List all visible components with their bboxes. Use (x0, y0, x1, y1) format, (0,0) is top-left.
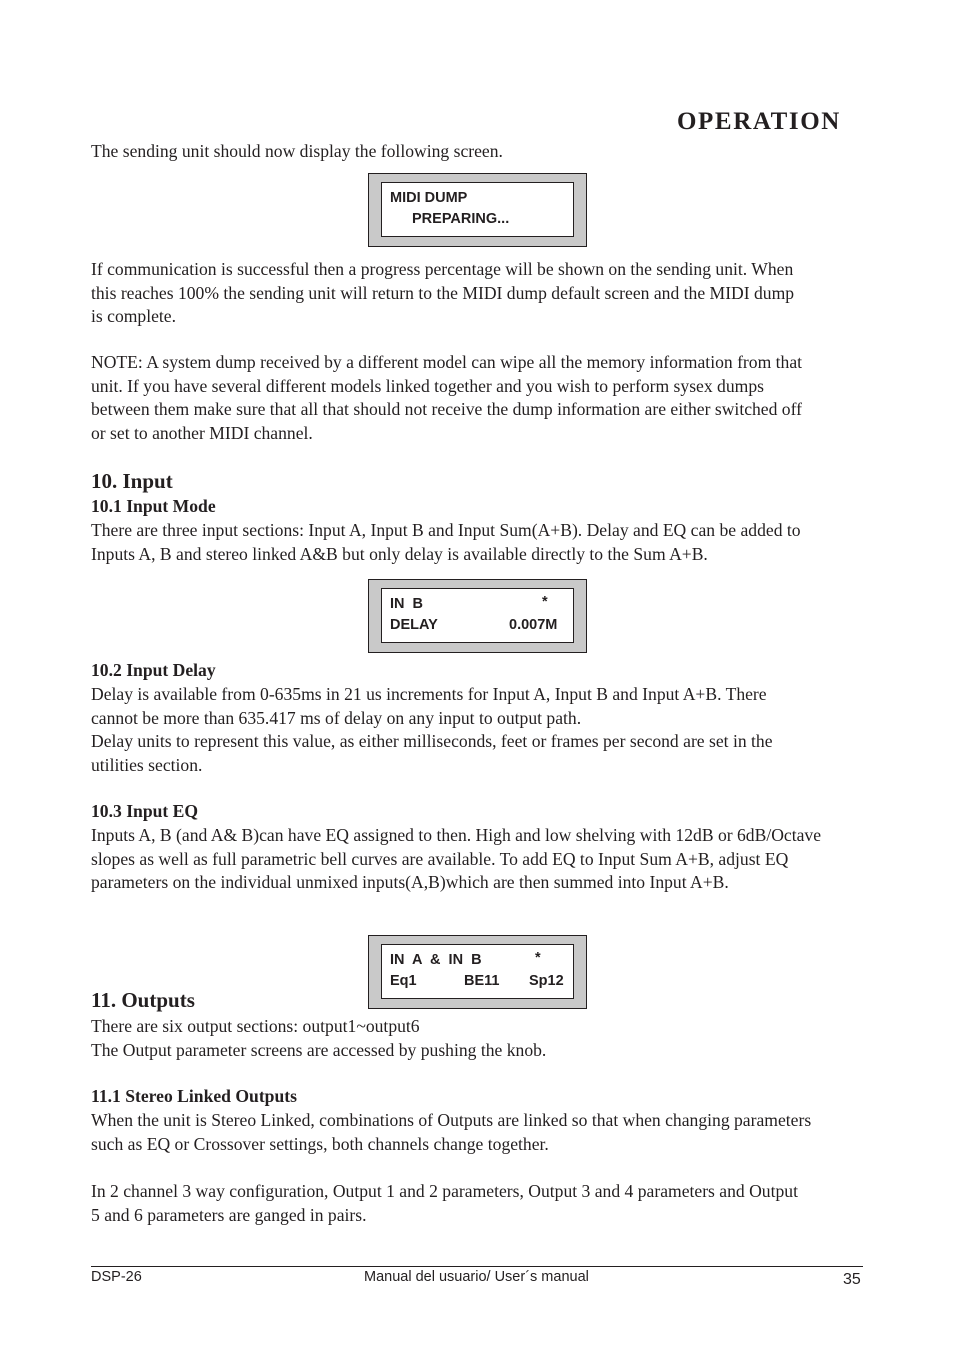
lcd-line-2-left: Eq1 (390, 973, 417, 989)
lcd-line-1-left: IN A & IN B (390, 952, 482, 968)
subsection-title-stereo-linked: 11.1 Stereo Linked Outputs (91, 1086, 297, 1106)
text-line: cannot be more than 635.417 ms of delay on any input to output path. (91, 707, 582, 728)
text-line: NOTE: A system dump received by a different model can wipe all the memory information from that (91, 352, 803, 372)
text-line: 5 and 6 parameters are ganged in pairs. (91, 1204, 367, 1225)
text-line: Delay is available from 0-635ms in 21 us increments for Input A, Input B and Input A+B. There (91, 684, 767, 704)
text-line: When the unit is Stereo Linked, combinations of Outputs are linked so that when changing parameters (91, 1110, 812, 1130)
text-line: such as EQ or Crossover settings, both channels change together. (91, 1133, 549, 1154)
subsection-title-input-mode: 10.1 Input Mode (91, 496, 216, 516)
subsection-title-input-delay: 10.2 Input Delay (91, 660, 216, 680)
page-heading: OPERATION (677, 108, 841, 135)
lcd-screen (381, 944, 574, 999)
intro-text: The sending unit should now display the following screen. (91, 141, 503, 161)
paragraph-communication (91, 258, 794, 329)
text-line: this reaches 100% the sending unit will return to the MIDI dump default screen and the MIDI dump (91, 282, 795, 303)
text-line: There are six output sections: output1~output6 (91, 1016, 420, 1036)
lcd-line-2-right: Sp12 (529, 973, 564, 989)
lcd-line-1-marker: * (535, 950, 541, 966)
lcd-line-2-left: DELAY (390, 617, 438, 633)
text-line: There are three input sections: Input A, Input B and Input Sum(A+B). Delay and EQ can be added to (91, 520, 801, 540)
paragraph-outputs (91, 1015, 546, 1062)
text-line: If communication is successful then a progress percentage will be shown on the sending unit. When (91, 259, 794, 279)
lcd-line-1-left: IN B (390, 596, 424, 612)
footer-rule (91, 1266, 863, 1267)
text-line: unit. If you have several different models linked together and you wish to perform sysex dumps (91, 375, 764, 396)
paragraph-input-delay (91, 683, 773, 777)
section-title-outputs: 11. Outputs (91, 988, 195, 1012)
text-line: between them make sure that all that should not receive the dump information are either switched off (91, 399, 803, 419)
paragraph-stereo-linked (91, 1109, 811, 1156)
paragraph-note (91, 351, 802, 445)
lcd-line-2-middle: BE11 (464, 973, 500, 989)
section-title-input: 10. Input (91, 469, 173, 493)
lcd-screen (381, 182, 574, 237)
lcd-display-midi-dump (368, 173, 587, 247)
lcd-line-2-value: 0.007M (509, 617, 558, 633)
text-line: Delay units to represent this value, as either milliseconds, feet or frames per second are set in the (91, 731, 773, 751)
text-line: slopes as well as full parametric bell curves are available. To add EQ to Input Sum A+B, adjust EQ (91, 848, 789, 869)
footer-manual-title: Manual del usuario/ User´s manual (364, 1269, 589, 1285)
lcd-display-input-b-delay (368, 579, 587, 653)
text-line: Inputs A, B (and A& B)can have EQ assigned to then. High and low shelving with 12dB or 6dB/Octave (91, 825, 822, 845)
lcd-line-1-marker: * (542, 594, 548, 610)
text-line: or set to another MIDI channel. (91, 422, 313, 443)
paragraph-channel-config (91, 1180, 798, 1227)
paragraph-input-mode (91, 519, 801, 566)
text-line: utilities section. (91, 754, 203, 775)
lcd-display-input-eq (368, 935, 587, 1009)
subsection-title-input-eq: 10.3 Input EQ (91, 801, 199, 821)
footer-page-number: 35 (843, 1271, 861, 1288)
lcd-screen (381, 588, 574, 643)
text-line: Inputs A, B and stereo linked A&B but only delay is available directly to the Sum A+B. (91, 543, 708, 564)
paragraph-input-eq (91, 824, 821, 895)
footer-model: DSP-26 (91, 1269, 142, 1285)
lcd-line-1: MIDI DUMP (390, 190, 468, 206)
text-line: parameters on the individual unmixed inputs(A,B)which are then summed into Input A+B. (91, 872, 729, 892)
lcd-line-2: PREPARING... (412, 211, 510, 227)
text-line: is complete. (91, 306, 177, 326)
text-line: The Output parameter screens are accessed by pushing the knob. (91, 1039, 547, 1060)
text-line: In 2 channel 3 way configuration, Output 1 and 2 parameters, Output 3 and 4 parameters and Output (91, 1181, 798, 1201)
